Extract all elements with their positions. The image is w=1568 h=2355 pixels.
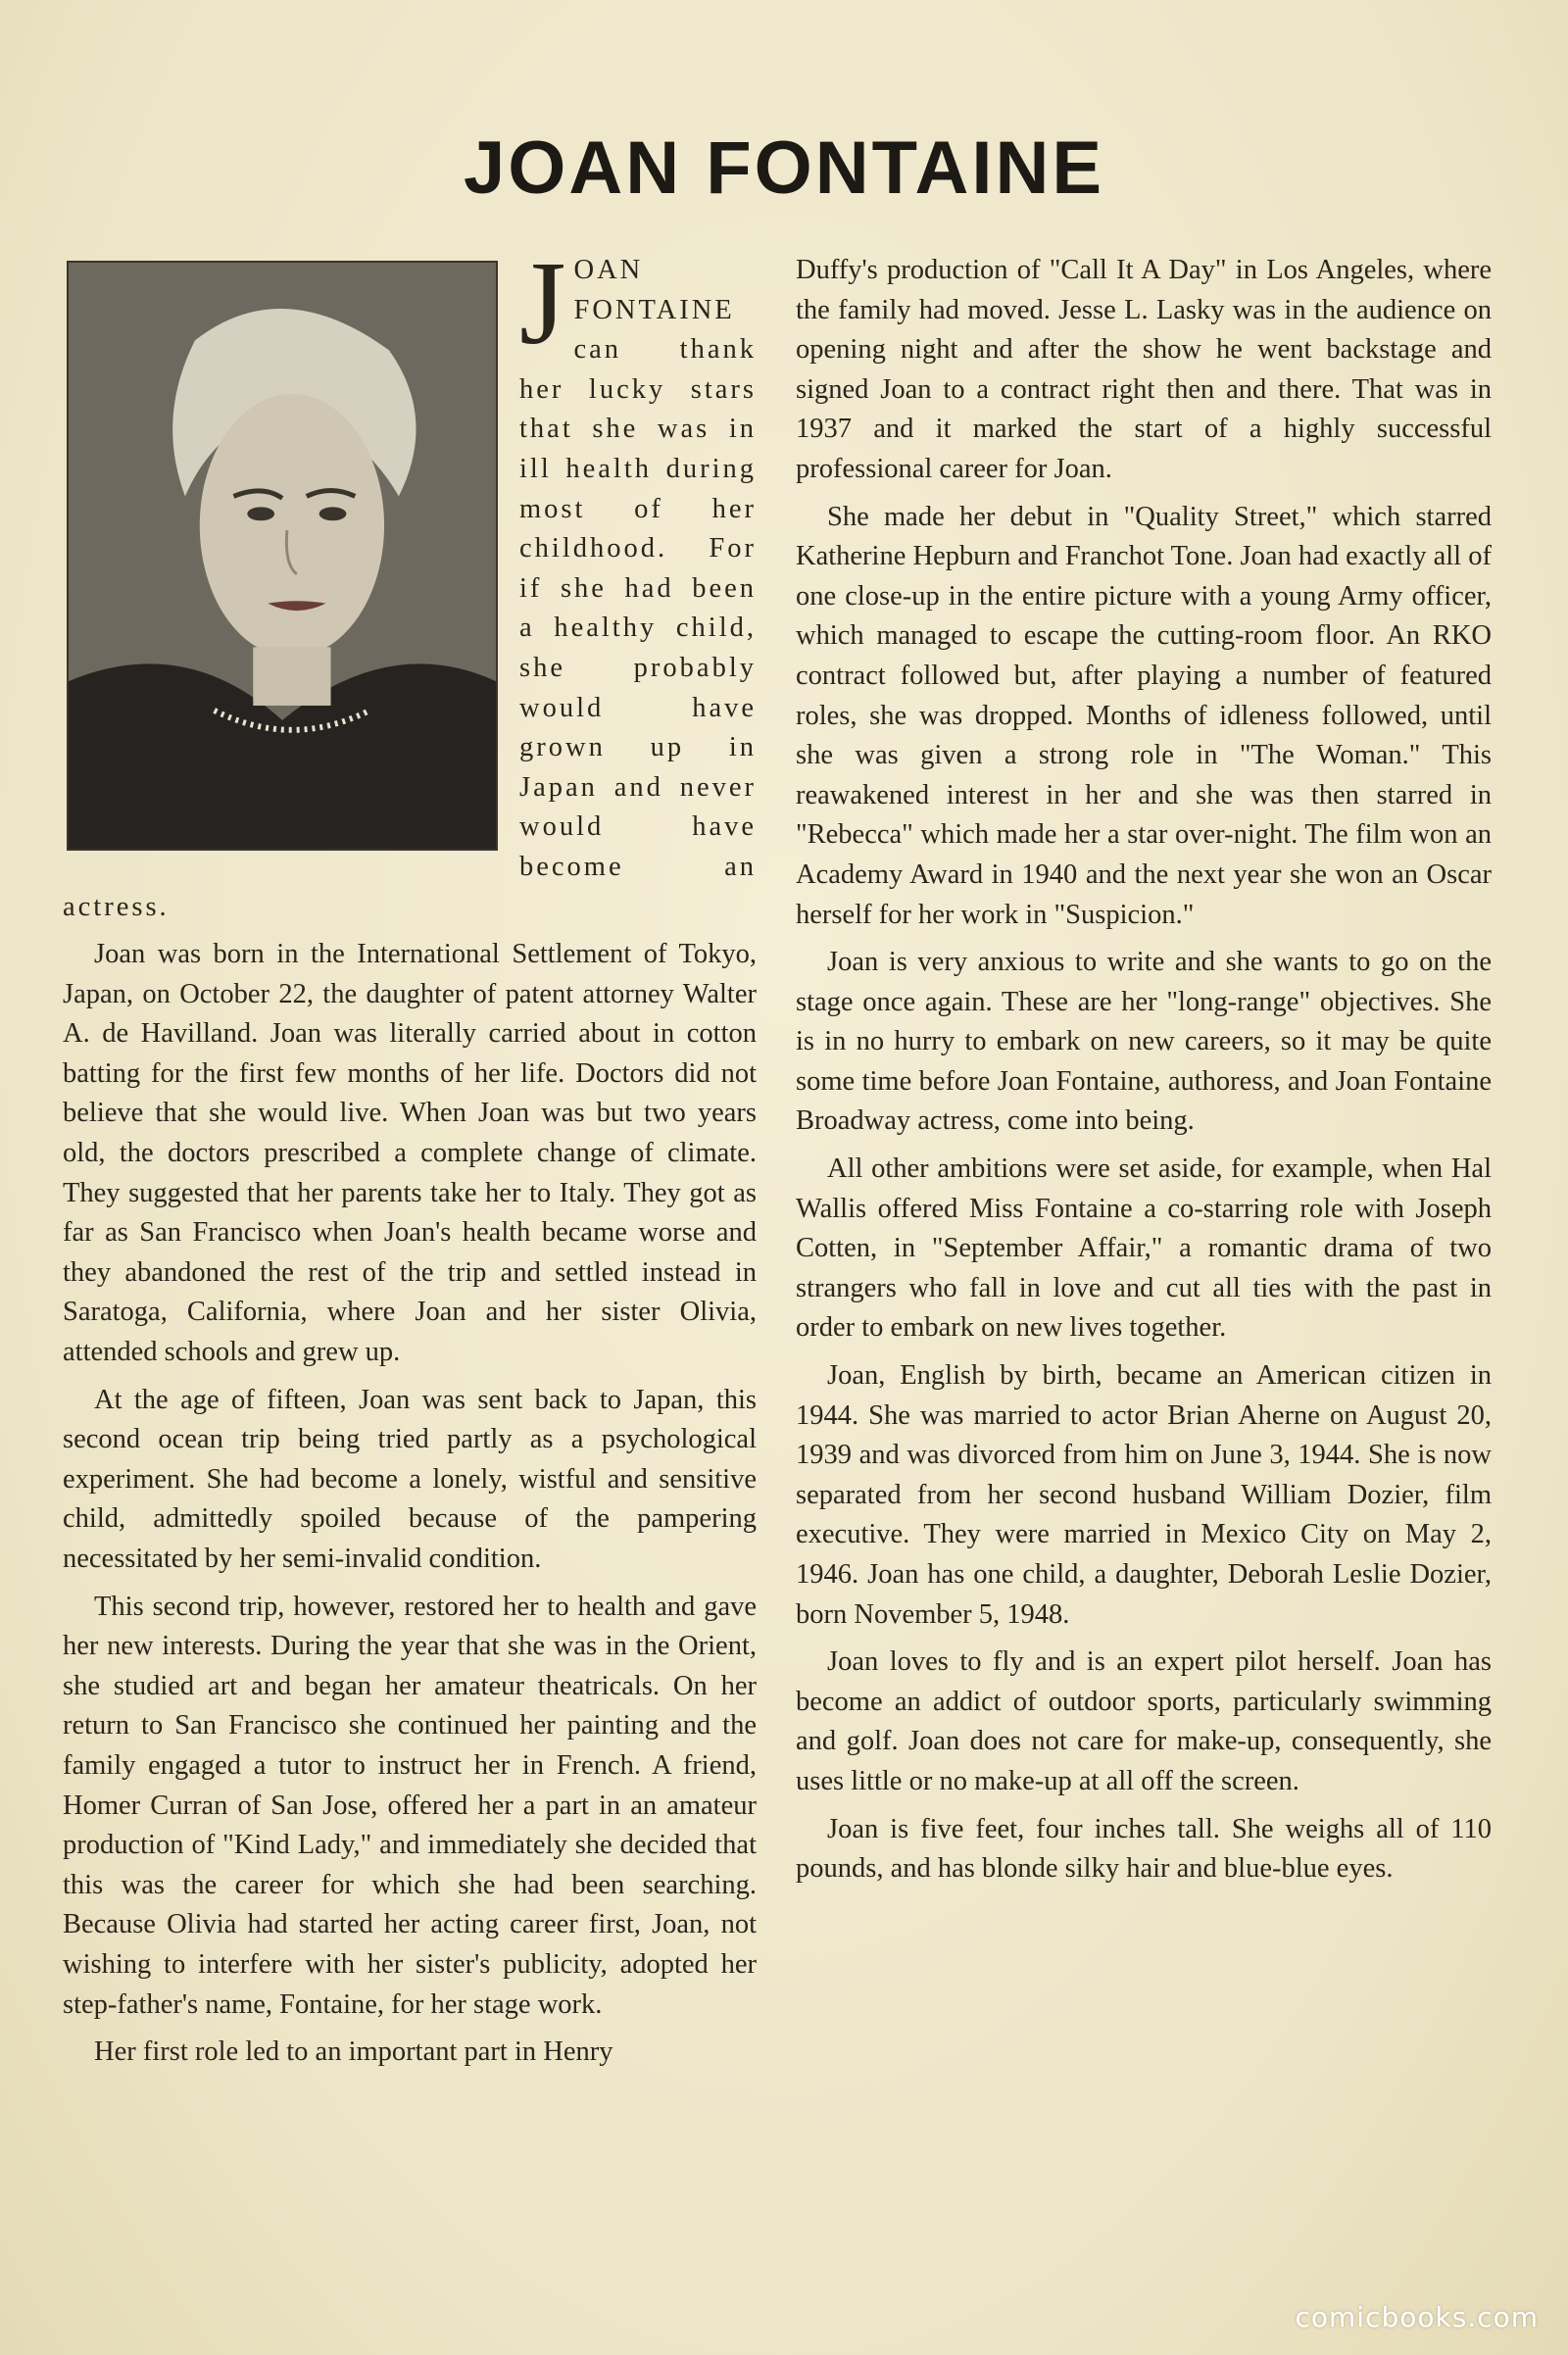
paragraph: All other ambitions were set aside, for example, when Hal Wallis offered Miss Fontaine a co-starring role with Joseph Cotten, in "September Affair," a romantic drama of two strangers who fall in love and cut all ties with the past in order to embark on new lives together. — [796, 1153, 1492, 1344]
paragraph: This second trip, however, restored her to health and gave her new interests. During the year that she was in the Orient, she studied art and began her amateur theatricals. On her return to San Francisco she continued her painting and the family engaged a tutor to instruct her in French. A friend, Homer Curran of San Jose, offered her a part in an amateur production of "Kind Lady," and immediately she decided that this was the career for which she had been searching. Because Olivia had started her acting career first, Joan, not wishing to interfere with her sister's publicity, adopted her step-father's name, Fontaine, for her stage work. — [63, 1591, 757, 2020]
page-title: JOAN FONTAINE — [463, 126, 1105, 210]
paragraph: Her first role led to an important part in Henry — [94, 2036, 613, 2068]
portrait-photo — [67, 261, 498, 851]
paragraph: She made her debut in "Quality Street," which starred Katherine Hepburn and Franchot Tone. Joan had exactly all of one close-up in the entire picture with a young Army officer, which managed to escape the cutting-room floor. An RKO contract followed but, after playing a number of featured roles, she was dropped. Months of idleness followed, until she was given a strong role in "The Woman." This reawakened interest in her and she was then starred in "Rebecca" which made her a star over-night. The film won an Academy Award in 1940 and the next year she won an Oscar herself for her work in "Suspicion." — [796, 501, 1492, 930]
paragraph: Joan loves to fly and is an expert pilot herself. Joan has become an addict of outdoor sports, particularly swimming and golf. Joan does not care for make-up, consequently, she uses little or no make-up at all off the screen. — [796, 1646, 1492, 1796]
paragraph: Joan, English by birth, became an American citizen in 1944. She was married to actor Brian Aherne on August 20, 1939 and was divorced from him on June 3, 1944. She is now separated from her second husband William Dozier, film executive. They were married in Mexico City on May 2, 1946. Joan has one child, a daughter, Deborah Leslie Dozier, born November 5, 1948. — [796, 1360, 1492, 1630]
paragraph: Joan is very anxious to write and she wants to go on the stage once again. These are her "long-range" objectives. She is in no hurry to embark on new careers, so it may be quite some time before Joan Fontaine, authoress, and Joan Fontaine Broadway actress, come into being. — [796, 947, 1492, 1137]
portrait-illustration — [69, 263, 496, 849]
intro-paragraph: OAN FONTAINE can thank her lucky stars that she was in ill health during most of her childhood. For if she had been a healthy child, she probably would have grown up in Japan and never would have become an actress. — [63, 255, 757, 922]
watermark: comicbooks.com — [1295, 2301, 1539, 2333]
paragraph: At the age of fifteen, Joan was sent back to Japan, this second ocean trip being tried partly as a psychological experiment. She had become a lonely, wistful and sensitive child, admittedly spoiled because of the pampering necessitated by her semi-invalid condition. — [63, 1384, 757, 1574]
paragraph: Joan was born in the International Settlement of Tokyo, Japan, on October 22, the daughter of patent attorney Walter A. de Havilland. Joan was literally carried about in cotton batting for the first few months of her life. Doctors did not believe that she would live. When Joan was but two years old, the doctors prescribed a complete change of climate. They suggested that her parents take her to Italy. They got as far as San Francisco when Joan's health became worse and they abandoned the rest of the trip and settled instead in Saratoga, California, where Joan and her sister Olivia, attended schools and grew up. — [63, 939, 757, 1368]
right-column — [796, 251, 1492, 1897]
left-column — [63, 237, 757, 2081]
paragraph: Joan is five feet, four inches tall. She weighs all of 110 pounds, and has blonde silky hair and blue-blue eyes. — [796, 1813, 1492, 1885]
paragraph: Duffy's production of "Call It A Day" in Los Angeles, where the family had moved. Jesse L. Lasky was in the audience on opening night and after the show he went backstage and signed Joan to a contract right then and there. That was in 1937 and it marked the start of a highly successful professional career for Joan. — [796, 255, 1492, 484]
drop-cap: J — [519, 237, 566, 369]
